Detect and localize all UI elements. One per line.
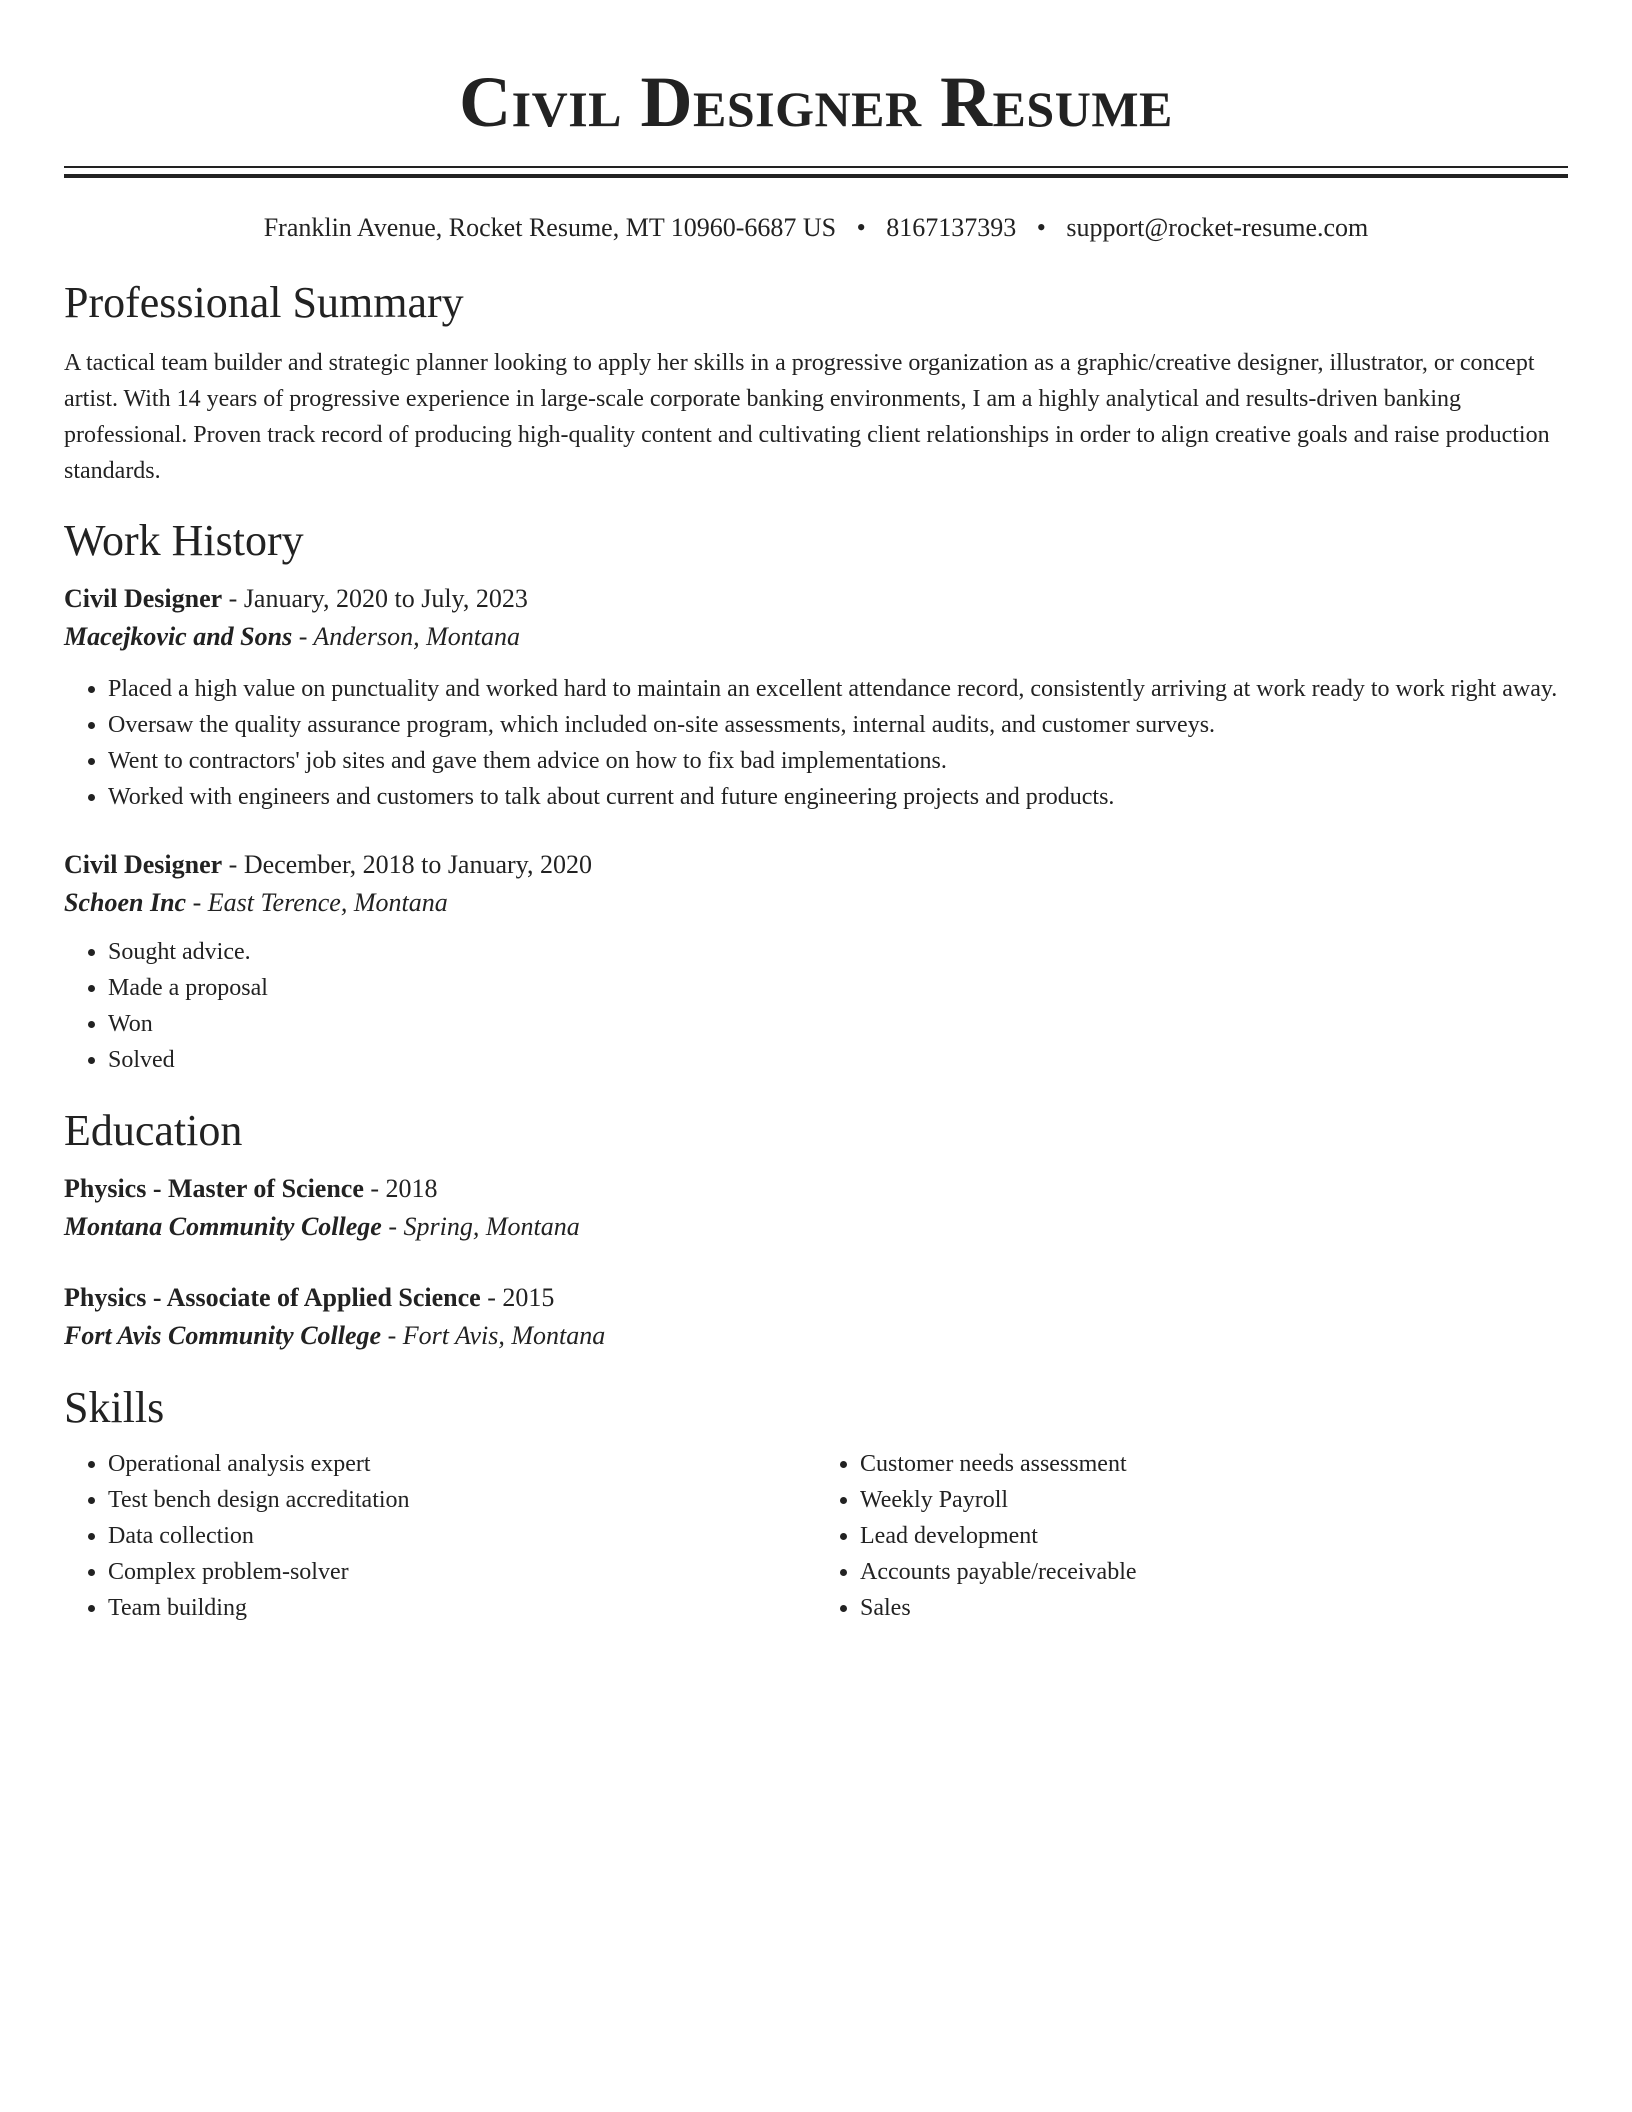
skill-item: • Accounts payable/receivable bbox=[860, 1554, 1568, 1590]
education-school: Fort Avis Community College bbox=[64, 1321, 382, 1350]
list-item: • Oversaw the quality assurance program, which included on-site assessments, internal audits, and customer surveys. bbox=[108, 707, 1568, 743]
title-divider-thin bbox=[64, 166, 1568, 168]
education-degree-line bbox=[64, 1170, 1568, 1208]
job-entry bbox=[64, 846, 1568, 1078]
contact-separator: • bbox=[1036, 213, 1046, 242]
job-location: - Anderson, Montana bbox=[292, 622, 520, 651]
job-role: Civil Designer bbox=[64, 850, 223, 879]
job-company-line bbox=[64, 618, 1568, 656]
education-year: - 2015 bbox=[480, 1283, 555, 1312]
contact-phone: 8167137393 bbox=[886, 213, 1017, 242]
job-role: Civil Designer bbox=[64, 584, 223, 613]
job-company-line bbox=[64, 884, 1568, 922]
education-school-line bbox=[64, 1317, 1568, 1355]
job-bullets bbox=[64, 671, 1568, 815]
skill-item: • Lead development bbox=[860, 1518, 1568, 1554]
skill-item: • Test bench design accreditation bbox=[108, 1482, 816, 1518]
job-entry bbox=[64, 580, 1568, 815]
education-degree-line bbox=[64, 1279, 1568, 1317]
education-year: - 2018 bbox=[363, 1174, 438, 1203]
list-item: • Won bbox=[108, 1006, 1568, 1042]
title-divider-thick bbox=[64, 174, 1568, 178]
education-entry bbox=[64, 1170, 1568, 1246]
job-company: Macejkovic and Sons bbox=[64, 622, 293, 651]
skill-item: • Sales bbox=[860, 1590, 1568, 1626]
job-dates: - January, 2020 to July, 2023 bbox=[222, 584, 528, 613]
job-bullets bbox=[64, 934, 1568, 1078]
work-history-heading: Work History bbox=[64, 516, 304, 565]
skills-heading: Skills bbox=[64, 1383, 165, 1432]
list-item: • Solved bbox=[108, 1042, 1568, 1078]
skills-list-left bbox=[64, 1446, 816, 1626]
education-degree: Physics - Associate of Applied Science bbox=[64, 1283, 481, 1312]
education-school: Montana Community College bbox=[64, 1212, 382, 1241]
list-item: • Placed a high value on punctuality and worked hard to maintain an excellent attendance record, consistently arriving at work ready to work right away. bbox=[108, 671, 1568, 707]
contact-address: Franklin Avenue, Rocket Resume, MT 10960-6687 US bbox=[263, 213, 837, 242]
education-degree: Physics - Master of Science bbox=[64, 1174, 364, 1203]
list-item: • Worked with engineers and customers to talk about current and future engineering projects and products. bbox=[108, 779, 1568, 815]
skills-list-right bbox=[816, 1446, 1568, 1626]
skill-item: • Data collection bbox=[108, 1518, 816, 1554]
job-title-line bbox=[64, 580, 1568, 618]
list-item: • Went to contractors' job sites and gave them advice on how to fix bad implementations. bbox=[108, 743, 1568, 779]
job-dates: - December, 2018 to January, 2020 bbox=[222, 850, 592, 879]
education-location: - Spring, Montana bbox=[381, 1212, 580, 1241]
skill-item: • Weekly Payroll bbox=[860, 1482, 1568, 1518]
skill-item: • Operational analysis expert bbox=[108, 1446, 816, 1482]
summary-heading: Professional Summary bbox=[64, 278, 464, 327]
skill-item: • Complex problem-solver bbox=[108, 1554, 816, 1590]
resume-title: Civil Designer Resume bbox=[459, 62, 1173, 142]
contact-email: support@rocket-resume.com bbox=[1066, 213, 1369, 242]
education-entry bbox=[64, 1279, 1568, 1355]
education-heading: Education bbox=[64, 1106, 243, 1155]
contact-separator: • bbox=[856, 213, 866, 242]
contact-line bbox=[64, 212, 1568, 244]
skill-item: • Customer needs assessment bbox=[860, 1446, 1568, 1482]
list-item: • Made a proposal bbox=[108, 970, 1568, 1006]
skills-columns bbox=[64, 1446, 1568, 1626]
job-location: - East Terence, Montana bbox=[186, 888, 448, 917]
education-location: - Fort Avis, Montana bbox=[381, 1321, 606, 1350]
list-item: • Sought advice. bbox=[108, 934, 1568, 970]
summary-text: A tactical team builder and strategic planner looking to apply her skills in a progressive organization as a graphic/creative designer, illustrator, or concept artist. With 14 years of progressive experience in large-scale corporate banking environments, I am a highly analytical and results-driven banking professional. Proven track record of producing high-quality content and cultivating client relationships in order to align creative goals and raise production standards. bbox=[64, 350, 1550, 484]
job-company: Schoen Inc bbox=[64, 888, 187, 917]
skill-item: • Team building bbox=[108, 1590, 816, 1626]
job-title-line bbox=[64, 846, 1568, 884]
education-school-line bbox=[64, 1208, 1568, 1246]
